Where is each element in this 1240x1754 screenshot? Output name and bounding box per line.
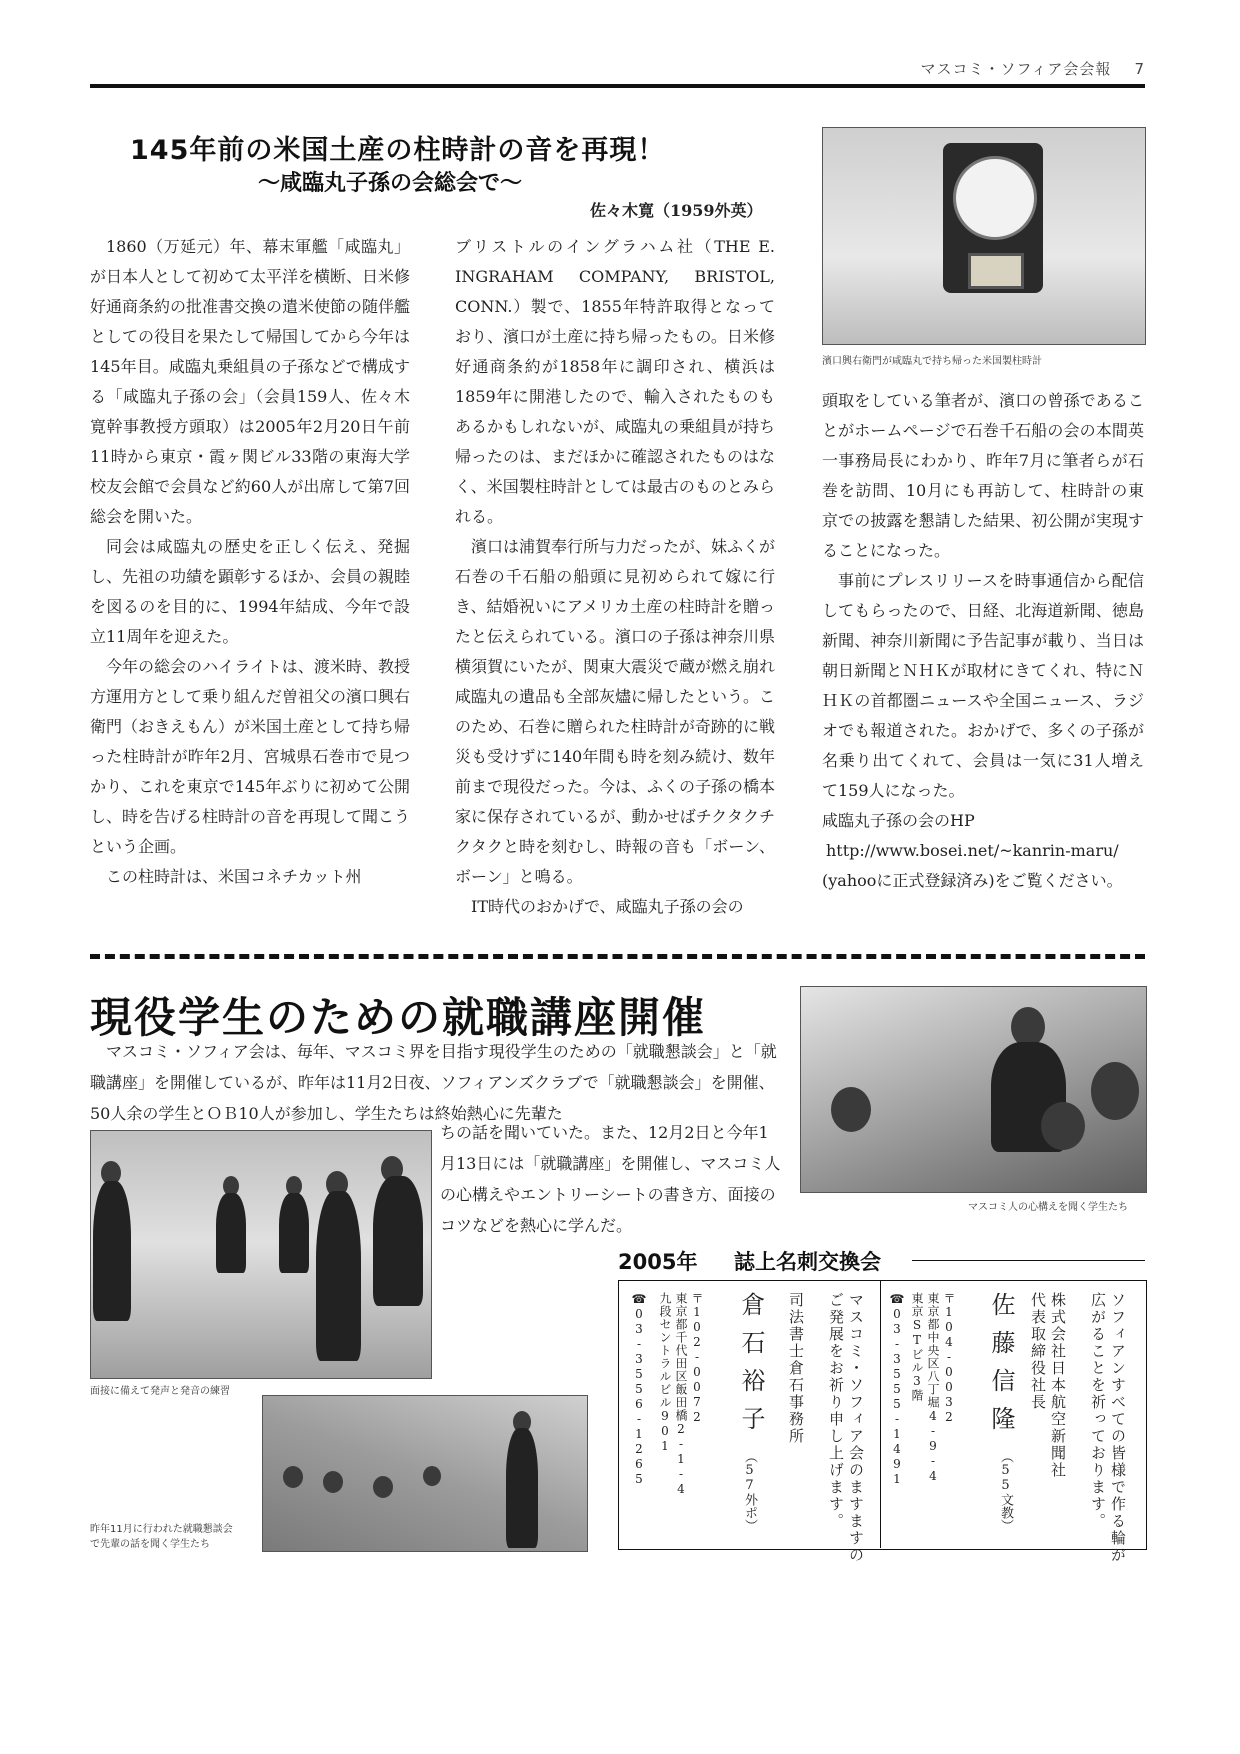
meishi-divider [880,1280,881,1548]
card1-company: 株式会社日本航空新聞社 [1049,1292,1067,1479]
paragraph: 1860（万延元）年、幕末軍艦「咸臨丸」が日本人として初めて太平洋を横断、日米修好通商条約の批准書交換の遣米使節の随伴艦としての役目を果たして帰国してから今年は145年目。咸臨丸乗組員の子孫などで構成する「咸臨丸子孫の会」（会員159人、佐々木寛幹事教授方頭取）は2005年2月20日午前11時から東京・霞ヶ関ビル33階の東海大学校友会館で会員など約60人が出席して第7回総会を開いた。 [90,237,411,526]
card1-phone: ☎03-3555-1491 [890,1292,904,1487]
paragraph: IT時代のおかげで、咸臨丸子孫の会の [471,897,744,916]
paragraph: 同会は咸臨丸の歴史を正しく伝え、発掘し、先祖の功績を顕彰するほか、会員の親睦を図るのを目的に、1994年結成、今年で設立11周年を迎えた。 [90,537,411,646]
interview-photo-caption: マスコミ人の心構えを聞く学生たち [968,1202,1128,1213]
paragraph: 頭取をしている筆者が、濱口の曾孫であることがホームページで石巻千石船の会の本間英一事務局長にわかり、昨年7月に筆者らが石巻を訪問、10月にも再訪して、柱時計の東京での披露を懇請した結果、初公開が実現することになった。 [822,391,1144,560]
meishi-title: 誌上名刺交換会 [734,1250,882,1274]
card2-phone: ☎03-3556-1265 [632,1292,646,1487]
card2-postal: 〒102-0072 [690,1292,704,1425]
meishi-heading [618,1246,881,1276]
header-rule [90,84,1145,88]
card2-year: （57外ポ） [742,1450,757,1532]
paragraph: この柱時計は、米国コネチカット州 [106,867,362,886]
practice-photo [90,1130,432,1379]
card1-postal: 〒104-0032 [942,1292,956,1425]
article2-title: 現役学生のための就職講座開催 [90,993,707,1042]
card1-building: 東京STビル3階 [910,1292,924,1402]
page-header [90,58,1145,86]
article1-column-3 [822,386,1144,896]
card2-name: 倉石裕子 [737,1292,765,1444]
clock-photo [822,127,1146,345]
card2-message-line2: ご発展をお祈り申し上げます。 [827,1292,845,1530]
meishi-heading-rule [912,1260,1145,1261]
card1-name: 佐藤信隆 [987,1292,1015,1444]
card1-message-line1: ソフィアンすべての皆様で作る輪が [1109,1292,1127,1564]
clock-face [953,156,1037,240]
clock-photo-caption: 濱口興右衛門が咸臨丸で持ち帰った米国製柱時計 [822,356,1042,367]
card1-position: 代表取締役社長 [1029,1292,1047,1411]
card2-building: 九段セントラルビル901 [658,1292,672,1454]
hp-url-link[interactable]: http://www.bosei.net/~kanrin-maru/ [826,841,1119,860]
card1-address: 東京都中央区八丁堀4-9-4 [926,1292,940,1484]
paragraph: ブリストルのイングラハム社（THE E. INGRAHAM COMPANY, BRISTOL, CONN.）製で、1855年特許取得となっており、濱口が土産に持ち帰ったもの。日米修好通商条約が1858年に調印され、横浜は1859年に開港したので、輸入されたものもあるかもしれないが、咸臨丸の乗組員が持ち帰ったのは、まだほかに確認されたものはなく、米国製柱時計としては最古のものとみられる。 [455,237,776,526]
meishi-year: 2005年 [618,1250,698,1274]
card2-message-line1: マスコミ・ソフィア会のますますの [847,1292,865,1564]
section-divider [90,954,1145,959]
page-number: 7 [1134,60,1145,78]
article2-intro-continued: ちの話を聞いていた。また、12月2日と今年1月13日には「就職講座」を開催し、マスコミ人の心構えやエントリーシートの書き方、面接のコツなどを熱心に学んだ。 [440,1123,781,1235]
article1-author: 佐々木寛（1959外英） [590,201,763,220]
card2-office: 司法書士倉石事務所 [787,1292,805,1445]
card2-address: 東京都千代田区飯田橋2-1-4 [674,1292,688,1497]
practice-photo-caption: 面接に備えて発声と発音の練習 [90,1386,230,1397]
paragraph: 今年の総会のハイライトは、渡米時、教授方運用方として乗り組んだ曽祖父の濱口興右衛門（おきえもん）が米国土産として持ち帰った柱時計が昨年2月、宮城県石巻市で見つかり、これを東京で145年ぶりに初めて公開し、時を告げる柱時計の音を再現して聞こうという企画。 [90,657,411,856]
article2-intro [90,1036,780,1129]
card1-message-line2: 広がることを祈っております。 [1089,1292,1107,1530]
class-photo-caption-2: で先輩の話を聞く学生たち [90,1539,210,1550]
clock-pendulum-window [968,253,1024,289]
paragraph: 濱口は浦賀奉行所与力だったが、妹ふくが石巻の千石船の船頭に見初められて嫁に行き、結婚祝いにアメリカ土産の柱時計を贈ったと伝えられている。濱口の子孫は神奈川県横須賀にいたが、関東大震災で蔵が燃え崩れ咸臨丸の遺品も全部灰燼に帰したという。このため、石巻に贈られた柱時計が奇跡的に戦災も受けずに140年間も時を刻み続け、数年前まで現役だった。今は、ふくの子孫の橋本家に保存されているが、動かせばチクタクチクタクと時を刻むし、時報の音も「ボーン、ボーン」と鳴る。 [455,537,776,886]
card1-year: （55文教） [998,1450,1013,1532]
article1-title: 145年前の米国土産の柱時計の音を再現！ [130,135,666,166]
hp-note: (yahooに正式登録済み)をご覧ください。 [822,871,1123,890]
paragraph: 事前にプレスリリースを時事通信から配信してもらったので、日経、北海道新聞、徳島新聞、神奈川新聞に予告記事が載り、当日は朝日新聞とＮＨＫが取材にきてくれ、特にＮＨＫの首都圏ニュースや全国ニュース、ラジオでも報道された。おかげで、多くの子孫が名乗り出てくれて、会員は一気に31人増えて159人になった。 [822,571,1144,800]
article1-subtitle: 〜咸臨丸子孫の会総会で〜 [258,171,523,196]
class-photo [262,1395,588,1552]
article1-column-1 [90,232,410,892]
interview-photo [800,986,1147,1193]
article1-column-2 [455,232,775,922]
hp-label: 咸臨丸子孫の会のHP [822,811,975,830]
publication-name: マスコミ・ソフィア会会報 [920,60,1112,78]
article2-intro-text: マスコミ・ソフィア会は、毎年、マスコミ界を目指す現役学生のための「就職懇談会」と「就職講座」を開催しているが、昨年は11月2日夜、ソフィアンズクラブで「就職懇談会」を開催、50人余の学生とＯＢ10人が参加し、学生たちは終始熱心に先輩た [90,1042,777,1123]
class-photo-caption-1: 昨年11月に行われた就職懇談会 [90,1524,233,1535]
